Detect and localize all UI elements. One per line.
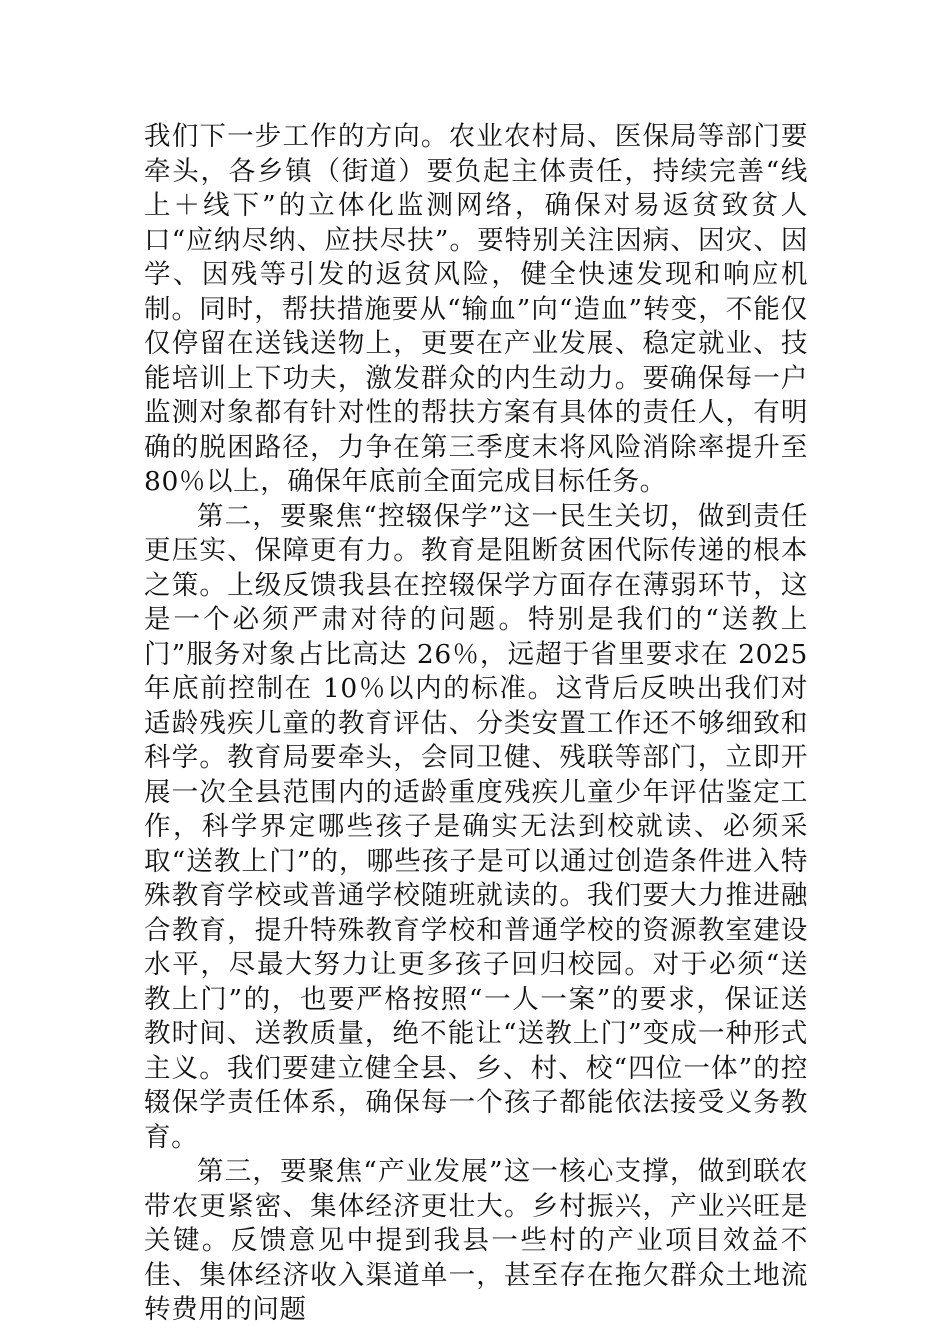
paragraph-second-point: 第二，要聚焦“控辍保学”这一民生关切，做到责任更压实、保障更有力。教育是阻断贫困代际传递的根本之策。上级反馈我县在控辍保学方面存在薄弱环节，这是一个必须严肃对待的问题。特别是我们的“送教上门”服务对象占比高达 26％，远超于省里要求在 2025 年底前控制在 10％以内的标准。这背后反映出我们对适龄残疾儿童的教育评估、分类安置工作还不够细致和科学。教育局要牵头，会同卫健、残联等部门，立即开展一次全县范围内的适龄重度残疾儿童少年评估鉴定工作，科学界定哪些孩子是确实无法到校就读、必须采取“送教上门”的，哪些孩子是可以通过创造条件进入特殊教育学校或普通学校随班就读的。我们要大力推进融合教育，提升特殊教育学校和普通学校的资源教室建设水平，尽最大努力让更多孩子回归校园。对于必须“送教上门”的，也要严格按照“一人一案”的要求，保证送教时间、送教质量，绝不能让“送教上门”变成一种形式主义。我们要建立健全县、乡、村、校“四位一体”的控辍保学责任体系，确保每一个孩子都能依法接受义务教育。: [144, 500, 808, 1153]
paragraph-third-point: 第三，要聚焦“产业发展”这一核心支撑，做到联农带农更紧密、集体经济更壮大。乡村振兴，产业兴旺是关键。反馈意见中提到我县一些村的产业项目效益不佳、集体经济收入渠道单一，甚至存在拖欠群众土地流转费用的问题: [144, 1156, 808, 1325]
document-body: [144, 120, 808, 1328]
paragraph-continuation: 我们下一步工作的方向。农业农村局、医保局等部门要牵头，各乡镇（街道）要负起主体责任，持续完善“线上＋线下”的立体化监测网络，确保对易返贫致贫人口“应纳尽纳、应扶尽扶”。要特别关注因病、因灾、因学、因残等引发的返贫风险，健全快速发现和响应机制。同时，帮扶措施要从“输血”向“造血”转变，不能仅仅停留在送钱送物上，更要在产业发展、稳定就业、技能培训上下功夫，激发群众的内生动力。要确保每一户监测对象都有针对性的帮扶方案有具体的责任人，有明确的脱困路径，力争在第三季度末将风险消除率提升至 80％以上，确保年底前全面完成目标任务。: [144, 121, 808, 497]
